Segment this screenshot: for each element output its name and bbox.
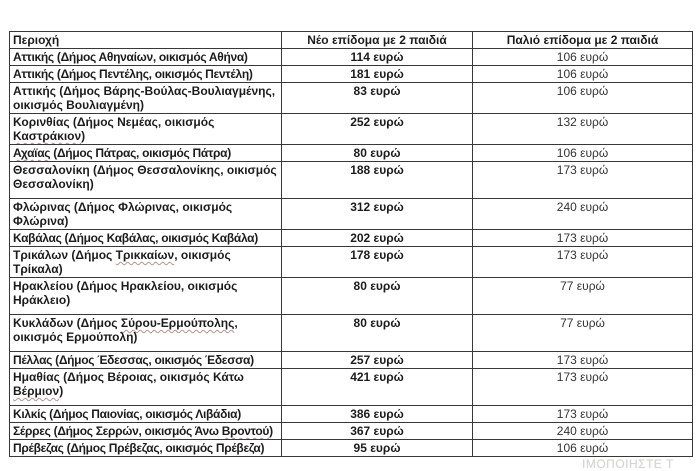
old-amount-cell: 240 ευρώ bbox=[473, 199, 693, 230]
new-amount-cell: 114 ευρώ bbox=[282, 49, 473, 66]
region-text: ) bbox=[59, 384, 64, 398]
table-row bbox=[10, 440, 693, 457]
new-allowance-column-header: Νέο επίδομα με 2 παιδιά bbox=[282, 32, 473, 49]
region-cell bbox=[10, 278, 282, 315]
old-amount-cell: 173 ευρώ bbox=[473, 230, 693, 247]
region-text: Φλώρινας (Δήμος Φλώρινας, οικισμός Φλώρινα) bbox=[13, 200, 233, 228]
table-row bbox=[10, 315, 693, 352]
table-row bbox=[10, 406, 693, 423]
region-cell bbox=[10, 247, 282, 278]
old-amount-cell: 77 ευρώ bbox=[473, 278, 693, 315]
old-amount-cell: 173 ευρώ bbox=[473, 247, 693, 278]
misspelled-word: Βέρμιον bbox=[13, 384, 60, 398]
region-text: , οικισμός Τρίκαλα) bbox=[13, 248, 231, 276]
new-amount-cell: 95 ευρώ bbox=[282, 440, 473, 457]
old-amount-cell: 240 ευρώ bbox=[473, 423, 693, 440]
table-row bbox=[10, 352, 693, 369]
old-amount-cell: 173 ευρώ bbox=[473, 162, 693, 199]
old-amount-cell: 106 ευρώ bbox=[473, 66, 693, 83]
region-text: Πέλλας (Δήμος Έδεσσας, οικισμός Έδεσσα) bbox=[13, 353, 254, 367]
old-amount-cell: 173 ευρώ bbox=[473, 352, 693, 369]
old-allowance-column-header: Παλιό επίδομα με 2 παιδιά bbox=[473, 32, 693, 49]
region-cell bbox=[10, 230, 282, 247]
table-row bbox=[10, 66, 693, 83]
new-amount-cell: 80 ευρώ bbox=[282, 145, 473, 162]
region-text: Ηρακλείου (Δήμος Ηρακλείου, οικισμός Ηράκλειο) bbox=[13, 279, 238, 307]
misspelled-word: Τρικκαίων bbox=[115, 248, 175, 262]
region-cell bbox=[10, 440, 282, 457]
new-amount-cell: 188 ευρώ bbox=[282, 162, 473, 199]
region-text: Αττικής (Δήμος Αθηναίων, οικισμός Αθήνα) bbox=[13, 50, 248, 64]
new-amount-cell: 386 ευρώ bbox=[282, 406, 473, 423]
new-amount-cell: 80 ευρώ bbox=[282, 315, 473, 352]
old-amount-cell: 173 ευρώ bbox=[473, 369, 693, 406]
table-row bbox=[10, 230, 693, 247]
old-amount-cell: 106 ευρώ bbox=[473, 49, 693, 66]
region-cell bbox=[10, 352, 282, 369]
table-row bbox=[10, 162, 693, 199]
misspelled-word: Αχαϊας bbox=[13, 146, 51, 160]
region-text: Θεσσαλονίκη (Δήμος Θεσσαλονίκης, οικισμός Θεσσαλονίκη) bbox=[13, 163, 277, 191]
table-header-row bbox=[10, 32, 693, 49]
table-row bbox=[10, 423, 693, 440]
old-amount-cell: 77 ευρώ bbox=[473, 315, 693, 352]
region-text: , οικισμός Ερμούπολη) bbox=[13, 316, 238, 344]
region-text: Κιλκίς (Δήμος Παιονίας, οικισμός Λιβάδια) bbox=[13, 407, 241, 421]
new-amount-cell: 257 ευρώ bbox=[282, 352, 473, 369]
old-amount-cell: 106 ευρώ bbox=[473, 83, 693, 114]
region-cell bbox=[10, 199, 282, 230]
table-row bbox=[10, 199, 693, 230]
region-text: Σέρρες (Δήμος Σερρών, οικισμός Άνω bbox=[13, 424, 222, 438]
region-cell bbox=[10, 49, 282, 66]
new-amount-cell: 312 ευρώ bbox=[282, 199, 473, 230]
region-text: Τρικάλων (Δήμος bbox=[13, 248, 116, 262]
table-row bbox=[10, 114, 693, 145]
region-text: ) bbox=[81, 129, 86, 143]
table-row bbox=[10, 369, 693, 406]
new-amount-cell: 181 ευρώ bbox=[282, 66, 473, 83]
new-amount-cell: 421 ευρώ bbox=[282, 369, 473, 406]
region-text: Ημαθίας (Δήμος Βέροιας, οικισμός Κάτω bbox=[13, 370, 244, 384]
new-amount-cell: 252 ευρώ bbox=[282, 114, 473, 145]
region-text: Αττικής (Δήμος Πεντέλης, οικισμός Πεντέλη) bbox=[13, 67, 253, 81]
old-amount-cell: 173 ευρώ bbox=[473, 406, 693, 423]
new-amount-cell: 80 ευρώ bbox=[282, 278, 473, 315]
region-cell bbox=[10, 423, 282, 440]
region-cell bbox=[10, 83, 282, 114]
region-cell bbox=[10, 114, 282, 145]
region-cell bbox=[10, 145, 282, 162]
allowance-table bbox=[9, 31, 693, 457]
misspelled-word: Βροντού bbox=[221, 424, 270, 438]
region-text: Καβάλας (Δήμος Καβάλας, οικισμός Καβάλα) bbox=[13, 231, 258, 245]
region-cell bbox=[10, 162, 282, 199]
region-text: ) bbox=[269, 424, 273, 438]
table-row bbox=[10, 278, 693, 315]
old-amount-cell: 106 ευρώ bbox=[473, 145, 693, 162]
table-row bbox=[10, 83, 693, 114]
region-cell bbox=[10, 315, 282, 352]
region-text: Κορινθίας (Δήμος Νεμέας, οικισμός bbox=[13, 115, 215, 129]
misspelled-word: Σύρου-Ερμούπολης bbox=[120, 316, 235, 330]
region-text: (Δήμος Πάτρας, οικισμός Πάτρα) bbox=[50, 146, 231, 160]
new-amount-cell: 367 ευρώ bbox=[282, 423, 473, 440]
region-text: Αττικής (Δήμος Βάρης-Βούλας-Βουλιαγμένης, οικισμός Βουλιαγμένη) bbox=[13, 84, 276, 112]
watermark: ΙΜΟΠΟΙΗΣΤΕ Τ bbox=[582, 457, 674, 471]
region-text: Κυκλάδων (Δήμος bbox=[13, 316, 121, 330]
new-amount-cell: 83 ευρώ bbox=[282, 83, 473, 114]
region-cell bbox=[10, 406, 282, 423]
table-row bbox=[10, 145, 693, 162]
region-cell bbox=[10, 66, 282, 83]
old-amount-cell: 106 ευρώ bbox=[473, 440, 693, 457]
table-row bbox=[10, 247, 693, 278]
table-row bbox=[10, 49, 693, 66]
old-amount-cell: 132 ευρώ bbox=[473, 114, 693, 145]
misspelled-word: Καστράκιον bbox=[13, 129, 82, 143]
new-amount-cell: 202 ευρώ bbox=[282, 230, 473, 247]
region-column-header: Περιοχή bbox=[10, 32, 282, 49]
new-amount-cell: 178 ευρώ bbox=[282, 247, 473, 278]
region-text: Πρέβεζας (Δήμος Πρέβεζας, οικισμός Πρέβεζα) bbox=[13, 441, 265, 455]
region-cell bbox=[10, 369, 282, 406]
